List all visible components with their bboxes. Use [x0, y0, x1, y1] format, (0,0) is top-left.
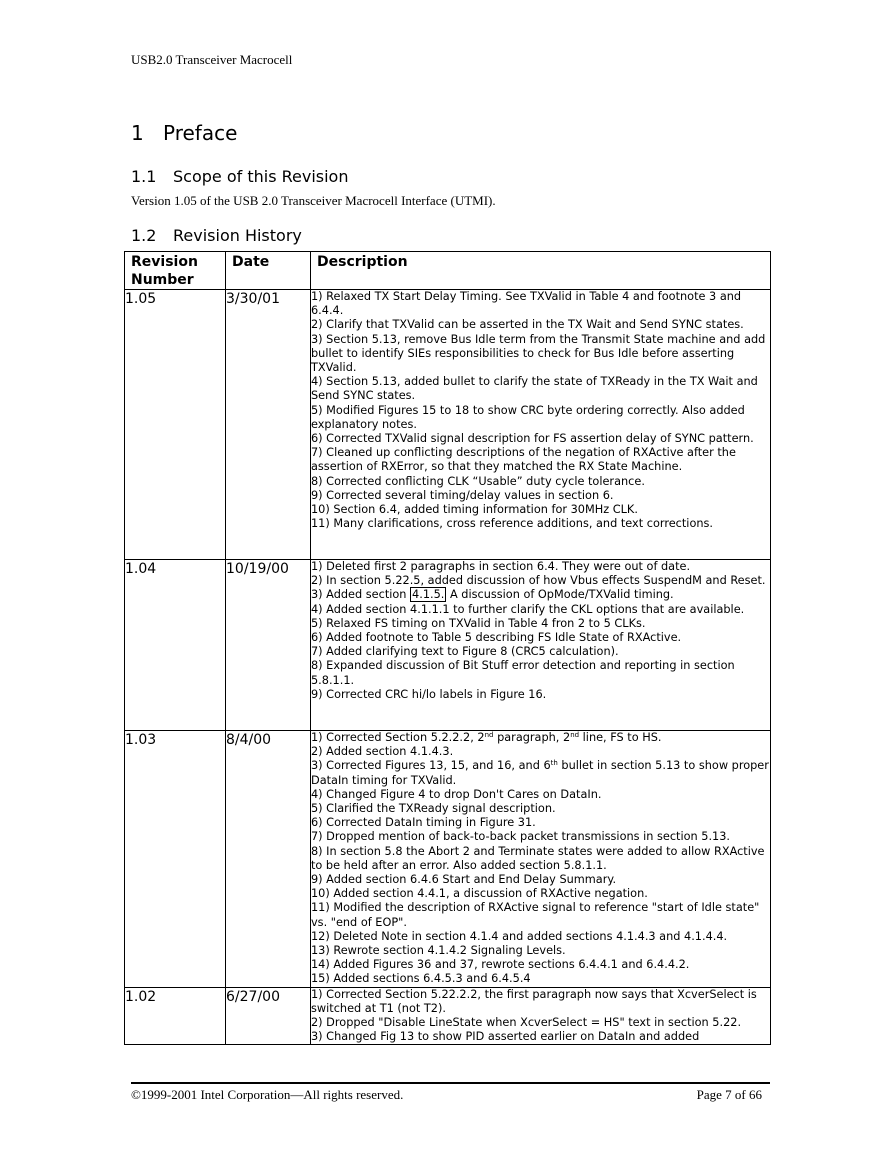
change-item: 2) Added section 4.1.4.3. — [311, 745, 454, 759]
change-item: 1) Corrected Section 5.2.2.2, 2nd paragraph, 2nd line, FS to HS. — [311, 731, 662, 744]
change-item: 3) Section 5.13, remove Bus Idle term from the Transmit State machine and add bullet to identify SIEs responsibilities to check for Bus Idle before asserting TXValid. — [311, 332, 766, 375]
table-row — [125, 731, 771, 988]
change-item: 9) Corrected CRC hi/lo labels in Figure 16. — [311, 687, 547, 701]
scope-paragraph: Version 1.05 of the USB 2.0 Transceiver Macrocell Interface (UTMI). — [131, 193, 496, 208]
change-item: 14) Added Figures 36 and 37, rewrote sections 6.4.4.1 and 6.4.4.2. — [311, 958, 690, 972]
subsection-heading-history — [131, 226, 302, 245]
change-item: 12) Deleted Note in section 4.1.4 and added sections 4.1.4.3 and 4.1.4.4. — [311, 929, 728, 943]
footer-copyright: ©1999-2001 Intel Corporation—All rights reserved. — [131, 1087, 404, 1102]
change-item: 13) Rewrote section 4.1.4.2 Signaling Levels. — [311, 944, 566, 958]
subsection-number: 1.2 — [131, 226, 157, 245]
change-item: 4) Changed Figure 4 to drop Don't Cares on DataIn. — [311, 787, 602, 801]
change-item: 5) Relaxed FS timing on TXValid in Table 4 fron 2 to 5 CLKs. — [311, 616, 646, 630]
revision-cell: 1.03 — [125, 731, 226, 988]
change-item: 5) Clarified the TXReady signal description. — [311, 802, 556, 816]
table-row — [125, 987, 771, 1045]
change-item: 8) Expanded discussion of Bit Stuff error detection and reporting in section 5.8.1.1. — [311, 659, 735, 687]
change-item: 2) Clarify that TXValid can be asserted in the TX Wait and Send SYNC states. — [311, 318, 744, 332]
subsection-number: 1.1 — [131, 167, 157, 186]
section-heading-preface — [131, 121, 237, 145]
change-item: 15) Added sections 6.4.5.3 and 6.4.5.4 — [311, 972, 531, 986]
table-row — [125, 560, 771, 731]
section-title: Preface — [163, 121, 238, 145]
change-item: 7) Added clarifying text to Figure 8 (CRC5 calculation). — [311, 645, 619, 659]
change-item: 1) Corrected Section 5.22.2.2, the first paragraph now says that XcverSelect is switched at T1 (not T2). — [311, 987, 757, 1015]
change-item: 2) In section 5.22.5, added discussion of how Vbus effects SuspendM and Reset. — [311, 574, 766, 588]
date-cell: 6/27/00 — [226, 987, 311, 1045]
subsection-title: Scope of this Revision — [173, 167, 349, 186]
running-header: USB2.0 Transceiver Macrocell — [131, 52, 293, 67]
description-cell — [311, 290, 771, 560]
change-item: 10) Section 6.4, added timing information for 30MHz CLK. — [311, 503, 638, 517]
footer-page-number: Page 7 of 66 — [696, 1087, 762, 1102]
change-item: 6) Added footnote to Table 5 describing FS Idle State of RXActive. — [311, 631, 682, 645]
revision-history-table — [124, 251, 771, 1045]
change-item: 11) Many clarifications, cross reference additions, and text corrections. — [311, 517, 713, 531]
change-item: 11) Modified the description of RXActive signal to reference "start of Idle state" vs. "end of EOP". — [311, 901, 760, 929]
change-item: 10) Added section 4.4.1, a discussion of RXActive negation. — [311, 887, 648, 901]
description-cell — [311, 560, 771, 731]
change-item: 1) Deleted first 2 paragraphs in section 6.4. They were out of date. — [311, 560, 691, 573]
column-header-description: Description — [311, 252, 771, 290]
change-item: 5) Modified Figures 15 to 18 to show CRC byte ordering correctly. Also added explanatory notes. — [311, 403, 745, 431]
description-cell — [311, 731, 771, 988]
change-item: 2) Dropped "Disable LineState when XcverSelect = HS" text in section 5.22. — [311, 1016, 742, 1030]
change-item: 6) Corrected TXValid signal description for FS assertion delay of SYNC pattern. — [311, 432, 754, 446]
subsection-title: Revision History — [173, 226, 302, 245]
column-header-revision: Revision Number — [125, 252, 226, 290]
column-header-date: Date — [226, 252, 311, 290]
footer-divider — [131, 1082, 770, 1084]
revision-cell: 1.02 — [125, 987, 226, 1045]
change-item: 7) Cleaned up conflicting descriptions of the negation of RXActive after the assertion of RXError, so that they matched the RX State Machine. — [311, 446, 736, 474]
section-number: 1 — [131, 121, 144, 145]
table-header-row — [125, 252, 771, 290]
change-item: 3) Changed Fig 13 to show PID asserted earlier on DataIn and added — [311, 1030, 700, 1044]
change-item: 9) Corrected several timing/delay values in section 6. — [311, 488, 614, 502]
change-item: 6) Corrected DataIn timing in Figure 31. — [311, 816, 536, 830]
date-cell: 10/19/00 — [226, 560, 311, 731]
subsection-heading-scope — [131, 167, 348, 186]
change-item: 4) Added section 4.1.1.1 to further clarify the CKL options that are available. — [311, 602, 745, 616]
cross-reference-link[interactable]: 4.1.5. — [412, 588, 445, 602]
change-item: 7) Dropped mention of back-to-back packet transmissions in section 5.13. — [311, 830, 731, 844]
change-item: 4) Section 5.13, added bullet to clarify the state of TXReady in the TX Wait and Send SYNC states. — [311, 375, 758, 403]
change-item: 8) In section 5.8 the Abort 2 and Terminate states were added to allow RXActive to be held after an error. Also added section 5.8.1.1. — [311, 844, 765, 872]
change-item: 3) Corrected Figures 13, 15, and 16, and 6th bullet in section 5.13 to show proper DataIn timing for TXValid. — [311, 759, 769, 787]
date-cell: 8/4/00 — [226, 731, 311, 988]
change-item-text: 3) Added section — [311, 588, 411, 602]
change-item: 8) Corrected conflicting CLK “Usable” duty cycle tolerance. — [311, 474, 645, 488]
change-item: 9) Added section 6.4.6 Start and End Delay Summary. — [311, 873, 617, 887]
table-row — [125, 290, 771, 560]
revision-cell: 1.05 — [125, 290, 226, 560]
change-item-text: A discussion of OpMode/TXValid timing. — [446, 588, 674, 602]
change-item: 1) Relaxed TX Start Delay Timing. See TXValid in Table 4 and footnote 3 and 6.4.4. — [311, 290, 742, 318]
date-cell: 3/30/01 — [226, 290, 311, 560]
description-cell — [311, 987, 771, 1045]
change-item — [311, 588, 770, 602]
revision-cell: 1.04 — [125, 560, 226, 731]
